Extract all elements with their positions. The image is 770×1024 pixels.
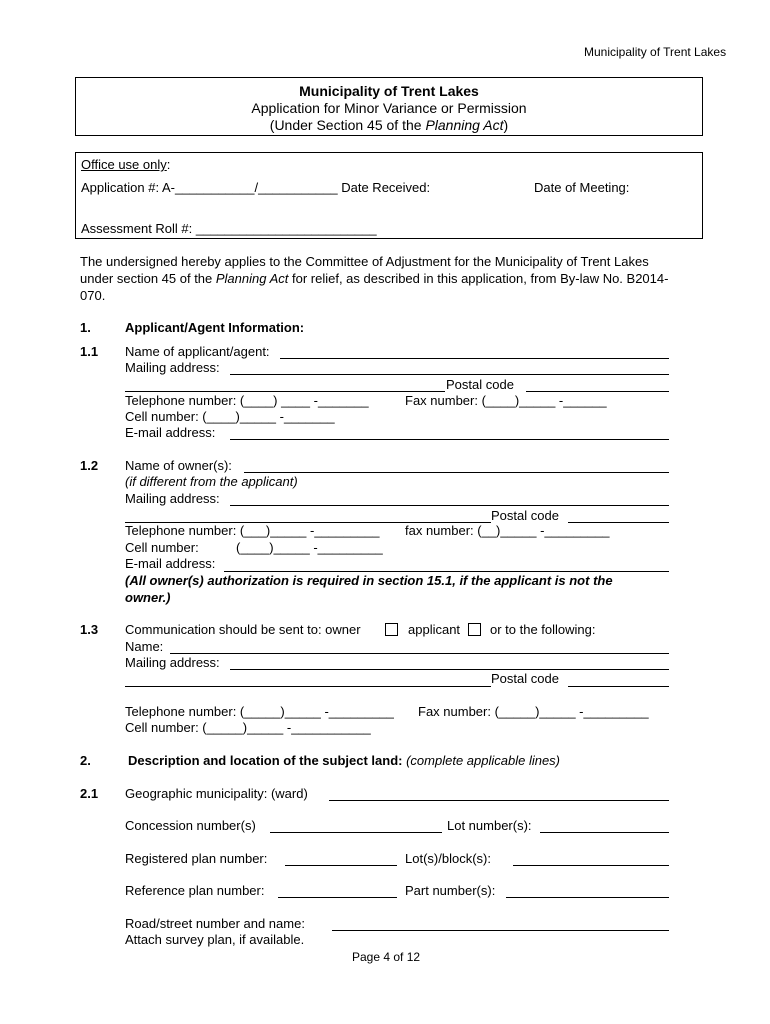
- applicant-mailing-label: Mailing address:: [125, 360, 220, 375]
- contact-cell[interactable]: Cell number: (_____)_____ -___________: [125, 720, 371, 735]
- section-1-title: Applicant/Agent Information:: [125, 320, 305, 335]
- contact-name-field[interactable]: [170, 653, 669, 654]
- section-2-number: 2.: [80, 753, 91, 768]
- running-header: Municipality of Trent Lakes: [584, 45, 727, 59]
- owner-name-field[interactable]: [244, 472, 669, 473]
- geo-municipality-field[interactable]: [329, 800, 669, 801]
- form-title: Municipality of Trent Lakes: [299, 83, 479, 99]
- contact-postal-field[interactable]: [568, 686, 669, 687]
- lots-blocks-field[interactable]: [513, 865, 669, 866]
- applicant-postal-label: Postal code: [446, 377, 514, 392]
- applicant-postal-field[interactable]: [526, 391, 669, 392]
- contact-telephone[interactable]: Telephone number: (_____)_____ -_________: [125, 704, 394, 719]
- geo-municipality-label: Geographic municipality: (ward): [125, 786, 308, 801]
- registered-plan-label: Registered plan number:: [125, 851, 268, 866]
- applicant-cell[interactable]: Cell number: (____)_____ -_______: [125, 409, 335, 424]
- owner-checkbox[interactable]: [385, 623, 398, 636]
- owner-cell-label: Cell number:: [125, 540, 199, 555]
- lots-blocks-label: Lot(s)/block(s):: [405, 851, 491, 866]
- intro-line-1: The undersigned hereby applies to the Committee of Adjustment for the Municipality of Trent Lakes: [80, 254, 649, 269]
- owner-mailing-label: Mailing address:: [125, 491, 220, 506]
- owner-email-label: E-mail address:: [125, 556, 216, 571]
- office-use-box: [75, 152, 703, 239]
- part-number-field[interactable]: [506, 897, 669, 898]
- road-label: Road/street number and name:: [125, 916, 305, 931]
- owner-cell[interactable]: (____)_____ -_________: [236, 540, 383, 555]
- page-number: Page 4 of 12: [352, 950, 421, 964]
- concession-label: Concession number(s): [125, 818, 256, 833]
- office-use-label: Office use only:: [81, 157, 171, 172]
- applicant-name-label: Name of applicant/agent:: [125, 344, 270, 359]
- lot-label: Lot number(s):: [447, 818, 532, 833]
- owner-auth-note-1: (All owner(s) authorization is required in section 15.1, if the applicant is not the: [125, 573, 613, 588]
- communication-label: Communication should be sent to: owner: [125, 622, 361, 637]
- lot-field[interactable]: [540, 832, 669, 833]
- assessment-roll: Assessment Roll #: _________________________: [81, 221, 377, 236]
- concession-field[interactable]: [270, 832, 442, 833]
- owner-telephone[interactable]: Telephone number: (___)_____ -_________: [125, 523, 380, 538]
- part-number-label: Part number(s):: [405, 883, 496, 898]
- owner-note: (if different from the applicant): [125, 474, 298, 489]
- or-following-label: or to the following:: [490, 622, 596, 637]
- date-of-meeting: Date of Meeting:: [534, 180, 630, 195]
- applicant-telephone[interactable]: Telephone number: (____) ____ -_______: [125, 393, 369, 408]
- owner-auth-note-2: owner.): [125, 590, 171, 605]
- contact-fax[interactable]: Fax number: (_____)_____ -_________: [418, 704, 649, 719]
- registered-plan-field[interactable]: [285, 865, 397, 866]
- contact-postal-label: Postal code: [491, 671, 559, 686]
- owner-postal-label: Postal code: [491, 508, 559, 523]
- owner-fax[interactable]: fax number: (__)_____ -_________: [405, 523, 610, 538]
- owner-name-label: Name of owner(s):: [125, 458, 232, 473]
- applicant-mailing-field-2[interactable]: [125, 391, 445, 392]
- application-number: Application #: A-___________/___________ Date Received:: [81, 180, 431, 195]
- applicant-email-label: E-mail address:: [125, 425, 216, 440]
- owner-mailing-field[interactable]: [230, 505, 669, 506]
- title-box: [75, 77, 703, 136]
- section-1-3-number: 1.3: [80, 622, 99, 637]
- reference-plan-label: Reference plan number:: [125, 883, 265, 898]
- form-section-ref: (Under Section 45 of the Planning Act): [269, 117, 509, 133]
- contact-name-label: Name:: [125, 639, 164, 654]
- contact-mailing-label: Mailing address:: [125, 655, 220, 670]
- section-2-title: Description and location of the subject land: (complete applicable lines): [128, 753, 561, 768]
- applicant-email-field[interactable]: [230, 439, 669, 440]
- section-1-number: 1.: [80, 320, 91, 335]
- owner-email-field[interactable]: [224, 571, 669, 572]
- reference-plan-field[interactable]: [278, 897, 397, 898]
- applicant-name-field[interactable]: [280, 358, 669, 359]
- intro-line-3: 070.: [80, 288, 106, 303]
- section-1-1-number: 1.1: [80, 344, 99, 359]
- contact-mailing-field-2[interactable]: [125, 686, 491, 687]
- road-field[interactable]: [332, 930, 669, 931]
- survey-note: Attach survey plan, if available.: [125, 932, 305, 947]
- intro-line-2: under section 45 of the Planning Act for relief, as described in this application, from By-law No. B2014-: [80, 271, 669, 286]
- contact-mailing-field[interactable]: [230, 669, 669, 670]
- applicant-checkbox[interactable]: [468, 623, 481, 636]
- applicant-fax[interactable]: Fax number: (____)_____ -______: [405, 393, 607, 408]
- section-2-1-number: 2.1: [80, 786, 99, 801]
- applicant-mailing-field[interactable]: [230, 374, 669, 375]
- applicant-option-label: applicant: [408, 622, 461, 637]
- form-subtitle: Application for Minor Variance or Permission: [251, 100, 527, 116]
- section-1-2-number: 1.2: [80, 458, 99, 473]
